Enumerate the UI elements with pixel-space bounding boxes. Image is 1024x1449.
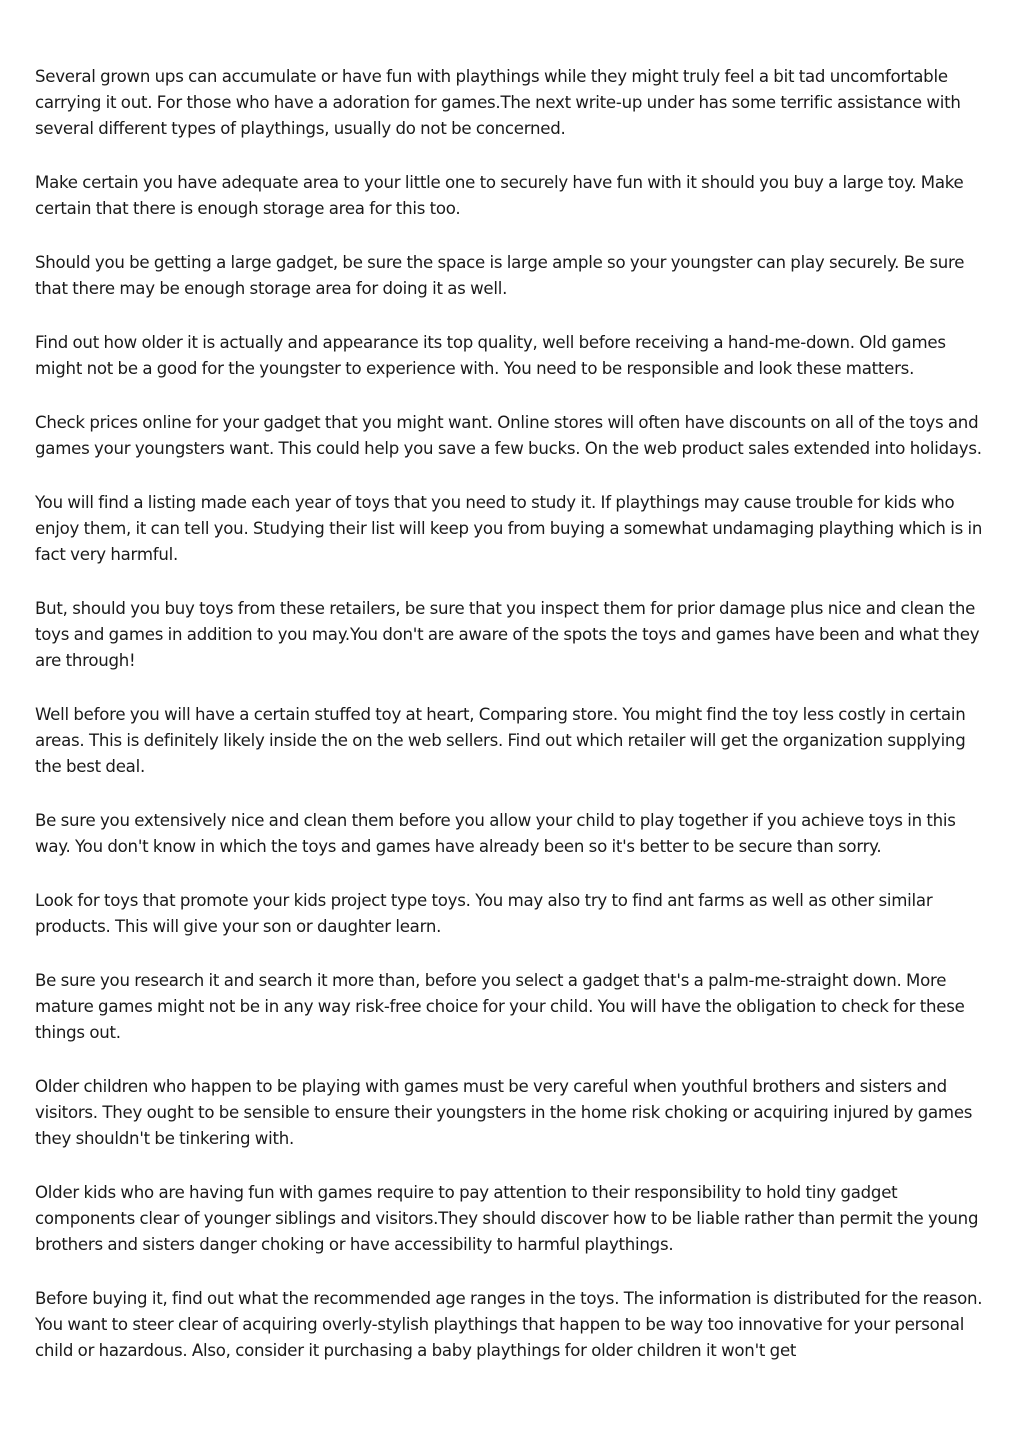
paragraph-4: Find out how older it is actually and appearance its top quality, well before receiving a hand-me-down. Old games might not be a good for the youngster to experience with. You need to be responsible and look these matters. [35,333,946,378]
paragraph-10: Look for toys that promote your kids project type toys. You may also try to find ant farms as well as other similar products. This will give your son or daughter learn. [35,891,933,936]
paragraph-14: Before buying it, find out what the recommended age ranges in the toys. The information is distributed for the reason. You want to steer clear of acquiring overly-stylish playthings that happen to be way too innovative for your personal child or hazardous. Also, consider it purchasing a baby playthings for older children it won't get [35,1289,983,1360]
document-page [35,64,995,1392]
paragraph-13: Older kids who are having fun with games require to pay attention to their responsibility to hold tiny gadget components clear of younger siblings and visitors.They should discover how to be liable rather than permit the young brothers and sisters danger choking or have accessibility to harmful playthings. [35,1183,979,1254]
paragraph-2: Make certain you have adequate area to your little one to securely have fun with it should you buy a large toy. Make certain that there is enough storage area for this too. [35,173,964,218]
paragraph-9: Be sure you extensively nice and clean them before you allow your child to play together if you achieve toys in this way. You don't know in which the toys and games have already been so it's better to be secure than sorry. [35,811,956,856]
paragraph-5: Check prices online for your gadget that you might want. Online stores will often have discounts on all of the toys and games your youngsters want. This could help you save a few bucks. On the web product sales extended into holidays. [35,413,982,458]
paragraph-12: Older children who happen to be playing with games must be very careful when youthful brothers and sisters and visitors. They ought to be sensible to ensure their youngsters in the home risk choking or acquiring injured by games they shouldn't be tinkering with. [35,1077,973,1148]
paragraph-6: You will find a listing made each year of toys that you need to study it. If playthings may cause trouble for kids who enjoy them, it can tell you. Studying their list will keep you from buying a somewhat undamaging plaything which is in fact very harmful. [35,493,983,564]
paragraph-8: Well before you will have a certain stuffed toy at heart, Comparing store. You might find the toy less costly in certain areas. This is definitely likely inside the on the web sellers. Find out which retailer will get the organization supplying the best deal. [35,705,966,776]
paragraph-1: Several grown ups can accumulate or have fun with playthings while they might truly feel a bit tad uncomfortable carrying it out. For those who have a adoration for games.The next write-up under has some terrific assistance with several different types of playthings, usually do not be concerned. [35,67,961,138]
paragraph-11: Be sure you research it and search it more than, before you select a gadget that's a palm-me-straight down. More mature games might not be in any way risk-free choice for your child. You will have the obligation to check for these things out. [35,971,965,1042]
paragraph-7: But, should you buy toys from these retailers, be sure that you inspect them for prior damage plus nice and clean the toys and games in addition to you may.You don't are aware of the spots the toys and games have been and what they are through! [35,599,980,670]
paragraph-3: Should you be getting a large gadget, be sure the space is large ample so your youngster can play securely. Be sure that there may be enough storage area for doing it as well. [35,253,965,298]
